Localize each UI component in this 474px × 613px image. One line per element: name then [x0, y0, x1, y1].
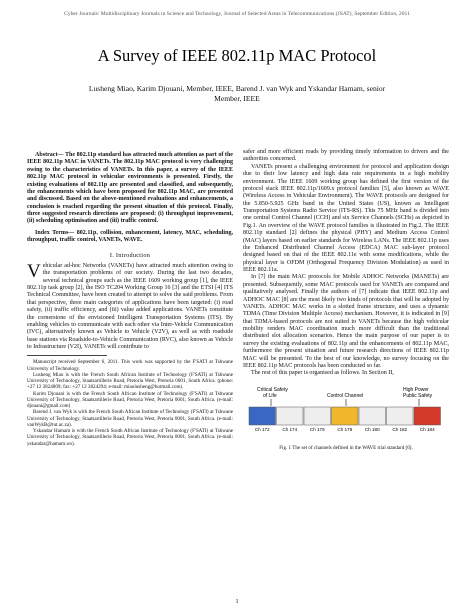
channel-label: Ch 172: [254, 426, 270, 432]
author-block: [40, 84, 434, 103]
authors-line-1: Lusheng Miao, Karim Djouani, Member, IEEE, Barend J. van Wyk and Yskandar Hamam, senior: [88, 84, 386, 93]
right-paragraph-continuation: safer and more efficient roads by providing timely information to drivers and the authorities concerned.: [243, 149, 449, 163]
channel-block: [277, 407, 304, 425]
channel-block: [387, 407, 414, 425]
channel-block: [414, 407, 441, 425]
intro-paragraph: [27, 260, 233, 352]
channel-label: Ch 174: [282, 426, 298, 432]
channel-blocks: [249, 407, 441, 432]
channel-label: Ch 176: [309, 426, 325, 432]
channel-label: Ch 182: [392, 426, 408, 432]
right-paragraph-organisation: The rest of this paper is organised as follows. In Section II,: [251, 370, 394, 377]
channel-label: Ch 180: [364, 426, 380, 432]
footnote-author-1: Lusheng Miao is with the French South African Institute of Technology (F'SATI) at Tshwane University of Technology, Staatsartillerie Road, Pretoria West, Pretoria 0001, South Africa. (phone: +27 12 3824809; fax: +27 12 3824294; e-mail: miaolusheng@hotmail.com).: [27, 371, 233, 391]
channel-block: [332, 407, 359, 425]
authors-line-2: Member, IEEE: [214, 93, 260, 103]
channel-block: [249, 407, 276, 425]
footnote-author-2: Karim Djouani is with the French South African Institute of Technology (F'SATI) at Tshwane University of Technology, Staatsartillerie Road, Pretoria West, Pretoria 0001, South Africa. (e-mail: djouani@gmail.com): [27, 390, 233, 410]
label-critical-safety-top: Critical Safety: [257, 386, 288, 393]
channel-block: [304, 407, 331, 425]
footnote-author-4: Yskandar Hamam is with the French South African Institute of Technology (F'SATI) at Tshwane University of Technology, Staatsartillerie Road, Pretoria West, Pretoria 0001, South Africa. (e-mail: yskandar@hamam.ws).: [27, 428, 233, 447]
label-critical-safety-bottom: of Life: [263, 392, 277, 399]
section-heading-introduction: I. Introduction: [109, 251, 151, 259]
right-paragraph-survey: In [7] the main MAC protocols for Mobile ADHOC Networks (MANETs) are presented. Subsequently, some MAC protocols used for VANETs are compared and qualitatively analysed. Finally the authors of [7] indicate that IEEE 802.11p and ADHOC MAC [8] are the most likely two kinds of protocols that will be adopted by VANETs. ADHOC MAC works in a slotted frame structure, and uses a dynamic TDMA (Time Division Multiple Access) mechanism. However, it is indicated in [9] that TDMA-based protocols are not suited to VANETs because the high vehicular mobility renders MAC coordination much more difficult than the traditional distributed slot allocation scenarios. Hence the main purpose of our paper is to survey the existing evaluations of 802.11p and the enhancements of 802.11p MAC, furthermore the present situation and future research directions of IEEE 802.11p MAC will be presented. To the best of our knowledge, no survey focusing on the IEEE 802.11p MAC protocols has been conducted so far.: [243, 274, 449, 369]
index-terms: Index Terms— 802.11p, collision, enhancement, latency, MAC, scheduling, throughput, traffic control, VANETs, WAVE.: [27, 229, 233, 244]
page-number: 1: [235, 598, 239, 605]
footnote-author-3: Barend J. van Wyk is with the French South African Institute of Technology (F'SATI) at Tshwane University of Technology, Staatsartillerie Road, Pretoria West, Pretoria 0001, South Africa. (e-mail: vanWykB@tut.ac.za).: [27, 409, 233, 428]
channel-label: Ch 178: [337, 426, 353, 432]
footnote-rule: [27, 355, 107, 356]
figure-caption: Fig. 1 The set of channels defined in the WAVE trial standard [6].: [279, 445, 413, 451]
intro-text: ehicular ad-hoc Networks (VANETs) have attracted much attention owing to the transportation problems of our society. During the last two decades, several technical groups such as the IEEE 1609 working group [1], the IEEE 802.11p task group [2], the ISO TC204 Working Group 16 [3] and the ETSI [4] ITS Technical Committee, have been created to attempt to solve the said problems. From that perspective, three main categories of applications have been targeted: (i) road safety, (ii) traffic efficiency, and (iii) value added applications. VANETs constitute the cornerstone of the envisioned Intelligent Transportation Systems (ITS). By enabling vehicles to communicate with each other via Inter-Vehicle Communication (IVC), alternatively known as Vehicle to Vehicle (V2V), as well as with roadside base stations via Roadside-to-Vehicle Communication (RVC), also known as Vehicle to Infrastructure (V2I), VANETs will contribute to: [27, 262, 233, 350]
paper-title: A Survey of IEEE 802.11p MAC Protocol: [97, 46, 377, 65]
footnotes: [27, 359, 233, 447]
left-column: [27, 152, 233, 447]
abstract: Abstract— The 802.11p standard has attracted much attention as part of the IEEE 802.11p MAC in VANETs. The 802.11p MAC protocol is very challenging owing to the characteristics of VANETs. In this paper, a survey of the IEEE 802.11p MAC protocol in vehicular environments is presented. Firstly, the existing evaluations of 802.11p are presented and classified, and subsequently, the enhancements which have been proposed for 802.11p MAC, are presented and discussed. Based on the above-mentioned evaluations and enhancements, a conclusion is reached regarding the present situation of this protocol. Finally, three suggested research directions are proposed: (i) throughput improvement, (ii) scheduling optimisation and (iii) traffic control.: [27, 152, 233, 225]
running-head: Cyber Journals: Multidisciplinary Journals in Science and Technology, Journal of Selected Areas in Telecommunications (JSAT), September Edition, 2011: [64, 11, 410, 17]
channel-diagram-svg: [243, 384, 449, 440]
right-paragraph-wave: VANETs present a challenging environment for protocol and application design due to their low latency and high data rate requirements in a high mobility environment. The IEEE 1609 working group has defined the first version of the protocol stack IEEE 802.11p/1609.x protocol families [5], also known as WAVE (Wireless Access in Vehicular Environment). The WAVE protocols are designed for the 5.850-5.925 GHz band in the United States (US), known as Intelligent Transportation Systems Radio Service (ITS-RS). This 75 MHz band is divided into one central Control Channel (CCH) and six Service Channels (SCHs) as depicted in Fig.1. An overview of the WAVE protocol families is illustrated in Fig.2. The IEEE 802.11p standard [2] defines the physical (PHY) and Medium Access Control (MAC) layers based on earlier standards for Wireless LANs. The IEEE 802.11p uses the Enhanced Distributed Channel Access (EDCA) MAC sub-layer protocol designed based on that of the IEEE 802.11e with some modifications, while the physical layer is OFDM (Orthogonal Frequency Division Modulation) as used in IEEE 802.11a.: [243, 163, 449, 273]
channel-block: [359, 407, 386, 425]
label-high-power-bottom: Public Safety: [403, 392, 433, 399]
label-control-channel: Control Channel: [327, 392, 364, 399]
label-high-power-top: High Power: [403, 386, 429, 393]
channel-label: Ch 184: [419, 426, 435, 432]
drop-cap: V: [27, 260, 41, 282]
right-column: [243, 149, 449, 451]
figure-channel-diagram: [243, 384, 449, 451]
footnote-manuscript: Manuscript received September 6, 2011. This work was supported by the F'SATI at Tshwane University of Technology.: [27, 359, 233, 372]
